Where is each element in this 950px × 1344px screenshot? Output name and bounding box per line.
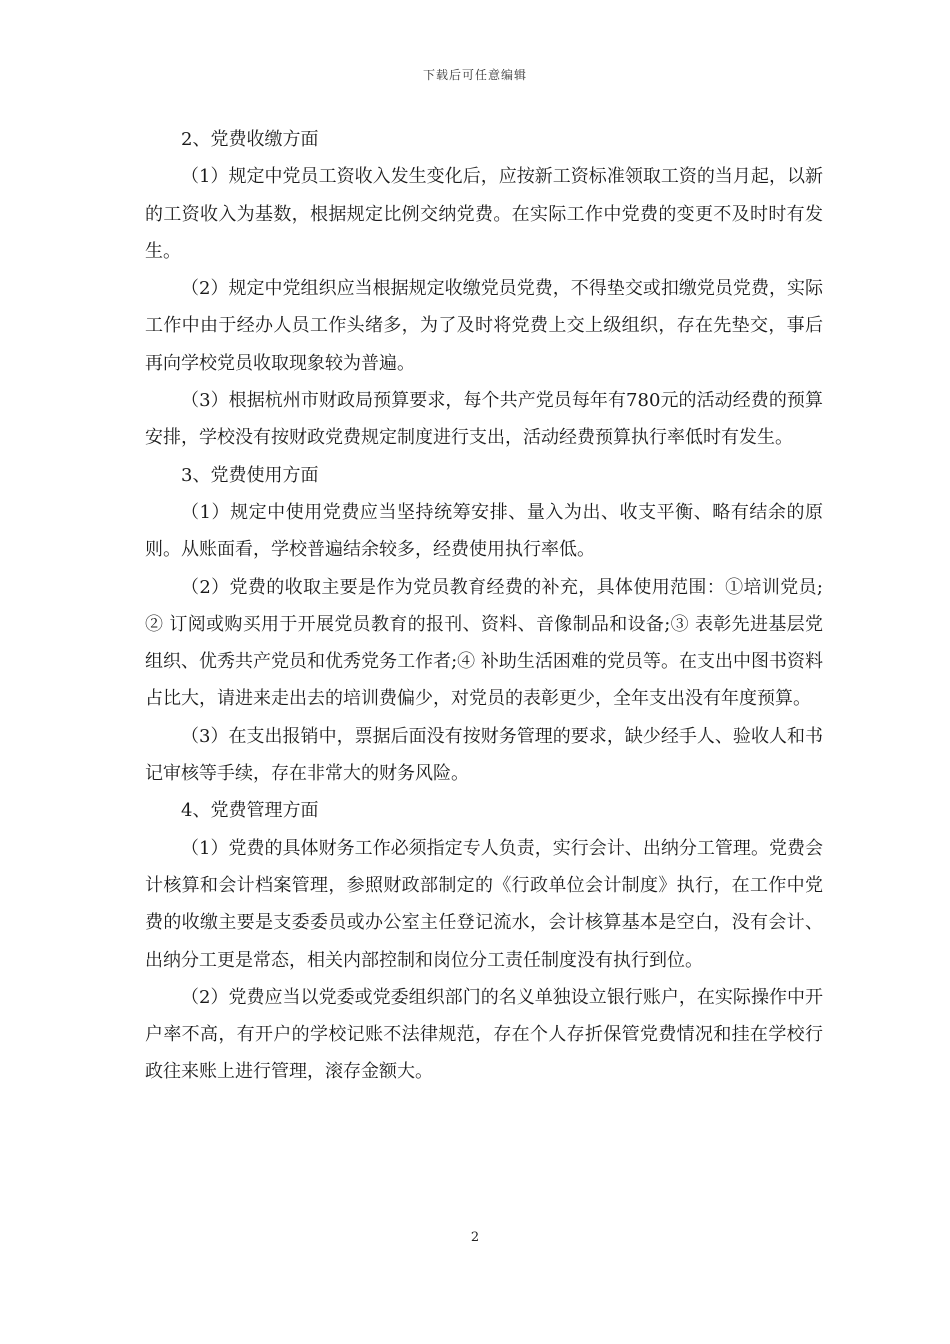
paragraph: （1）规定中党员工资收入发生变化后，应按新工资标准领取工资的当月起，以新的工资收入为基数，根据规定比例交纳党费。在实际工作中党费的变更不及时时有发生。 — [145, 166, 823, 262]
section-heading-fee-usage: 3、党费使用方面 — [181, 464, 319, 486]
section-heading-fee-collection: 2、党费收缴方面 — [181, 129, 319, 150]
paragraph: （1）规定中使用党费应当坚持统筹安排、量入为出、收支平衡、略有结余的原则。从账面看，学校普遍结余较多，经费使用执行率低。 — [145, 501, 823, 561]
paragraph: （3）根据杭州市财政局预算要求，每个共产党员每年有780元的活动经费的预算安排，学校没有按财政党费规定制度进行支出，活动经费预算执行率低时有发生。 — [145, 390, 823, 449]
section-heading-fee-management: 4、党费管理方面 — [181, 800, 319, 822]
paragraph: （1）党费的具体财务工作必须指定专人负责，实行会计、出纳分工管理。党费会计核算和会计档案管理，参照财政部制定的《行政单位会计制度》执行，在工作中党费的收缴主要是支委委员或办公室主任登记流水，会计核算基本是空白，没有会计、出纳分工更是常态，相关内部控制和岗位分工责任制度没有执行到位。 — [145, 837, 823, 971]
paragraph: （2）规定中党组织应当根据规定收缴党员党费，不得垫交或扣缴党员党费，实际工作中由于经办人员工作头绪多，为了及时将党费上交上级组织，存在先垫交，事后再向学校党员收取现象较为普遍。 — [145, 278, 823, 374]
page-number: 2 — [470, 1230, 480, 1245]
document-body — [145, 121, 823, 1091]
paragraph: （2）党费的收取主要是作为党员教育经费的补充，具体使用范围：①培训党员;② 订阅或购买用于开展党员教育的报刊、资料、音像制品和设备;③ 表彰先进基层党组织、优秀共产党员和优秀党务工作者;④ 补助生活困难的党员等。在支出中图书资料占比大，请进来走出去的培训费偏少，对党员的表彰更少，全年支出没有年度预算。 — [145, 576, 823, 710]
page-header: 下载后可任意编辑 — [422, 68, 527, 82]
paragraph: （2）党费应当以党委或党委组织部门的名义单独设立银行账户，在实际操作中开户率不高，有开户的学校记账不法律规范，存在个人存折保管党费情况和挂在学校行政往来账上进行管理，滚存金额大。 — [145, 986, 823, 1083]
paragraph: （3）在支出报销中，票据后面没有按财务管理的要求，缺少经手人、验收人和书记审核等手续，存在非常大的财务风险。 — [145, 725, 823, 785]
